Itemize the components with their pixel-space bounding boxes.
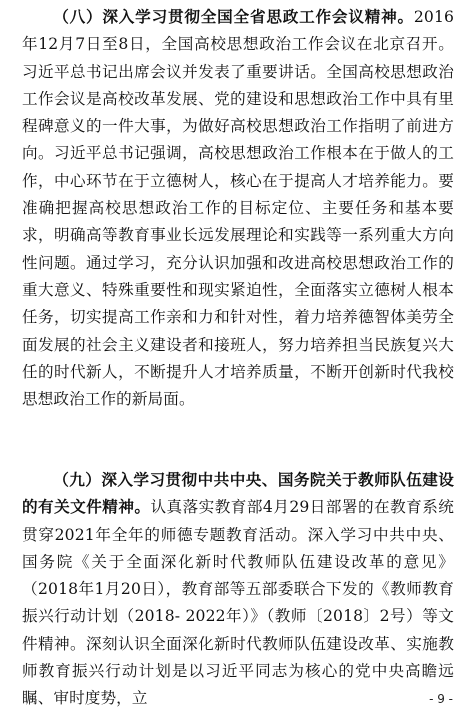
section-eight-heading: （八）深入学习贯彻全国全省思政工作会议精神。: [53, 8, 414, 26]
page-number: - 9 -: [429, 692, 453, 706]
section-eight-body: 2016年12月7日至8日，全国高校思想政治工作会议在北京召开。习近平总书记出席会议并发表了重要讲话。全国高校思想政治工作会议是高校改革发展、党的建设和思想政治工作中具有里程碑意义的一件大事，为做好高校思想政治工作指明了前进方向。习近平总书记强调，高校思想政治工作根本在于做人的工作，中心环节在于立德树人，核心在于提高人才培养能力。要准确把握高校思想政治工作的目标定位、主要任务和基本要求，明确高等教育事业长远发展理论和实践等一系列重大方向性问题。通过学习，充分认识加强和改进高校思想政治工作的重大意义、特殊重要性和现实紧迫性，全面落实立德树人根本任务，切实提高工作亲和力和针对性，着力培养德智体美劳全面发展的社会主义建设者和接班人，努力培养担当民族复兴大任的时代新人，不断提升人才培养质量，不断开创新时代我校思想政治工作的新局面。: [22, 8, 454, 409]
section-nine-heading: （九）深入学习贯彻中共中央、国务院关于教师队伍建设的有关文件精神。: [22, 471, 454, 517]
section-eight-paragraph: [22, 4, 454, 413]
section-nine-paragraph: [22, 467, 454, 713]
section-nine-body: 认真落实教育部4月29日部署的在教育系统贯穿2021年全年的师德专题教育活动。深入学习中共中央、国务院《关于全面深化新时代教师队伍建设改革的意见》（2018年1月20日），教育部等五部委联合下发的《教师教育振兴行动计划（2018- 2022年）》（教师〔2018〕2号）等文件精神。深刻认识全面深化新时代教师队伍建设改革、实施教师教育振兴行动计划是以习近平同志为核心的党中央高瞻远瞩、审时度势，立: [22, 498, 454, 708]
